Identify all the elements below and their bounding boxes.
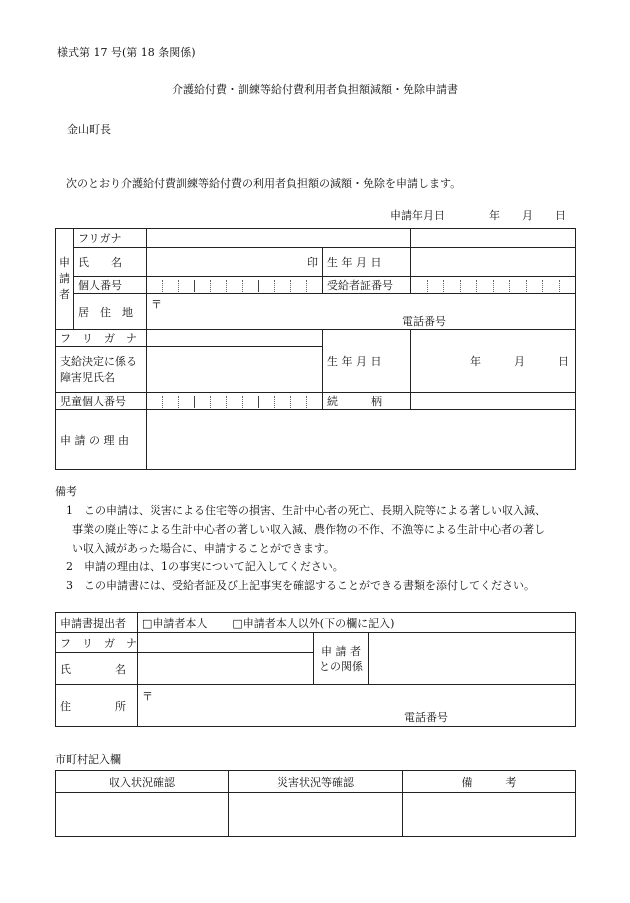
submitter-name-field[interactable] <box>138 653 314 685</box>
applicant-name-label: 氏 名 <box>74 248 147 277</box>
reason-label: 申 請 の 理 由 <box>56 410 147 470</box>
submitter-address-label: 住 所 <box>56 685 138 727</box>
municipal-heading: 市町村記入欄 <box>55 753 121 766</box>
applicant-my-number-label: 個人番号 <box>74 277 147 294</box>
recipient-cert-label: 受給者証番号 <box>323 277 411 294</box>
applicant-birth-label: 生 年 月 日 <box>323 248 411 277</box>
remarks-field[interactable] <box>403 793 576 837</box>
relation-to-applicant-label: 申 請 者 との関係 <box>314 633 369 685</box>
applicant-address-field[interactable] <box>147 294 576 330</box>
note-item: 3 この申請書には、受給者証及び上記事実を確認することができる書類を添付してください。 <box>66 579 535 592</box>
submitter-label: 申請書提出者 <box>56 613 138 633</box>
remarks-header: 備 考 <box>403 771 576 793</box>
note-item: い収入減があった場合に、申請することができます。 <box>72 542 336 555</box>
relation-field[interactable] <box>411 393 576 410</box>
applicant-furigana-blank <box>411 229 576 248</box>
postal-mark: 〒 <box>151 298 162 311</box>
submitter-furigana-field[interactable] <box>138 633 314 653</box>
relation-to-applicant-field[interactable] <box>369 633 576 685</box>
child-furigana-field[interactable] <box>147 330 323 347</box>
disaster-check-header: 災害状況等確認 <box>229 771 403 793</box>
note-item: 2 申請の理由は、1の事実について記入してください。 <box>66 560 344 573</box>
child-my-number-field[interactable] <box>147 393 323 410</box>
child-my-number-label: 児童個人番号 <box>56 393 147 410</box>
child-name-label: 支給決定に係る 障害児氏名 <box>56 347 147 393</box>
addressee: 金山町長 <box>67 123 111 136</box>
applicant-name-field[interactable] <box>147 248 323 277</box>
option-self-checkbox[interactable]: □申請者本人 <box>142 616 208 630</box>
submitter-table <box>55 612 576 727</box>
child-birth-field[interactable]: 年 月 日 <box>411 330 576 393</box>
applicant-section-label: 申請者 <box>56 229 74 330</box>
submitter-phone-label: 電話番号 <box>404 711 448 724</box>
submitter-address-field[interactable] <box>138 685 576 727</box>
applicant-furigana-field[interactable] <box>147 229 411 248</box>
applicant-birth-field[interactable] <box>411 248 576 277</box>
relation-label: 続 柄 <box>323 393 411 410</box>
income-check-field[interactable] <box>56 793 229 837</box>
applicant-furigana-label: フリガナ <box>74 229 147 248</box>
application-date: 申請年月日 年 月 日 <box>390 209 566 222</box>
applicant-my-number-field[interactable] <box>147 277 323 294</box>
reason-field[interactable] <box>147 410 576 470</box>
note-item: 事業の廃止等による生計中心者の著しい収入減、農作物の不作、不漁等による生計中心者の著し <box>72 523 545 536</box>
applicant-address-label: 居 住 地 <box>74 294 147 330</box>
child-birth-label: 生 年 月 日 <box>323 330 411 393</box>
recipient-cert-field[interactable] <box>411 277 576 294</box>
municipal-table <box>55 770 576 837</box>
form-title: 介護給付費・訓練等給付費利用者負担額減額・免除申請書 <box>172 83 458 96</box>
application-table <box>55 228 576 470</box>
applicant-phone-label: 電話番号 <box>402 315 446 328</box>
submitter-name-label: 氏 名 <box>56 653 138 685</box>
disaster-check-field[interactable] <box>229 793 403 837</box>
form-number: 様式第 17 号(第 18 条関係) <box>57 46 196 59</box>
submitter-furigana-label: フ リ ガ ナ <box>56 633 138 653</box>
seal-mark: 印 <box>307 256 318 269</box>
child-furigana-label: フ リ ガ ナ <box>56 330 147 347</box>
income-check-header: 収入状況確認 <box>56 771 229 793</box>
submitter-options <box>138 613 576 633</box>
child-name-field[interactable] <box>147 347 323 393</box>
note-item: 1 この申請は、災害による住宅等の損害、生計中心者の死亡、長期入院等による著しい収入減、 <box>66 504 546 517</box>
postal-mark: 〒 <box>142 690 153 703</box>
notes-heading: 備考 <box>55 485 77 498</box>
option-other-checkbox[interactable]: □申請者本人以外(下の欄に記入) <box>232 616 395 630</box>
intro-text: 次のとおり介護給付費訓練等給付費の利用者負担額の減額・免除を申請します。 <box>66 177 462 190</box>
